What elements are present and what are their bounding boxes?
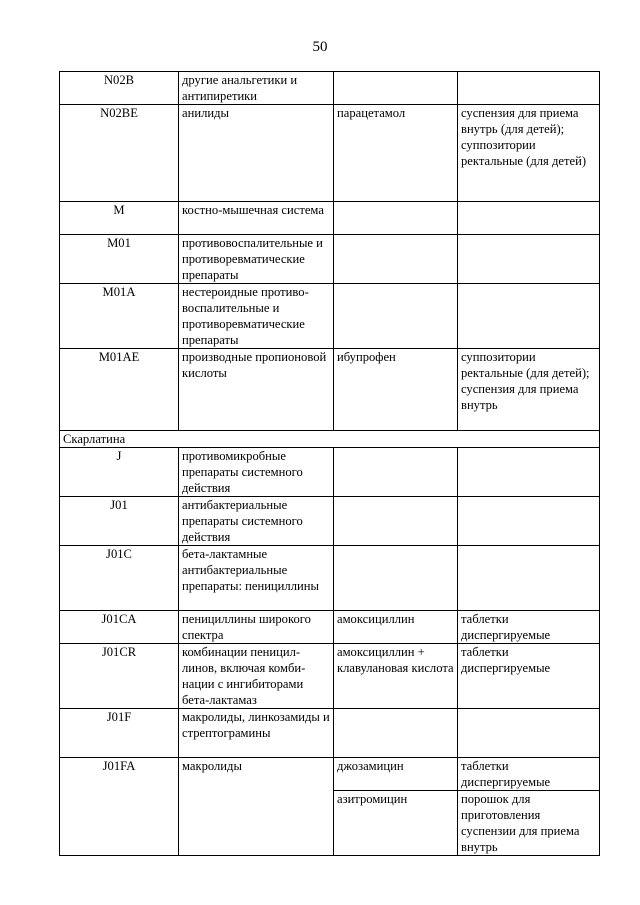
drug-name <box>334 235 458 284</box>
section-row <box>60 431 600 448</box>
table-row <box>60 644 600 709</box>
group-name: производные пропионовой кислоты <box>179 349 334 431</box>
atc-code: M01 <box>60 235 179 284</box>
dosage-form: порошок для приготовления суспензии для приема внутрь <box>458 791 600 856</box>
drug-name <box>334 72 458 105</box>
group-name: нестероидные противо-воспалительные и противоревматические препараты <box>179 284 334 349</box>
drug-table <box>59 71 600 856</box>
group-name: противовоспалительные и противоревматические препараты <box>179 235 334 284</box>
table-row <box>60 611 600 644</box>
group-name: анилиды <box>179 105 334 202</box>
group-name: макролиды, линкозамиды и стрептограмины <box>179 709 334 758</box>
table-row <box>60 202 600 235</box>
drug-name: азитромицин <box>334 791 458 856</box>
drug-name <box>334 709 458 758</box>
drug-name <box>334 546 458 611</box>
dosage-form: таблетки диспергируемые <box>458 611 600 644</box>
atc-code: J01CA <box>60 611 179 644</box>
table-row <box>60 546 600 611</box>
group-name: противомикробные препараты системного действия <box>179 448 334 497</box>
dosage-form: таблетки диспергируемые <box>458 758 600 791</box>
table-row <box>60 105 600 202</box>
group-name: макролиды <box>179 758 334 856</box>
table-row <box>60 709 600 758</box>
dosage-form <box>458 497 600 546</box>
group-name: комбинации пеницил-линов, включая комби-нации с ингибиторами бета-лактамаз <box>179 644 334 709</box>
drug-name <box>334 202 458 235</box>
dosage-form <box>458 546 600 611</box>
table-row <box>60 284 600 349</box>
drug-name <box>334 284 458 349</box>
table-row <box>60 349 600 431</box>
group-name: бета-лактамные антибактериальные препараты: пенициллины <box>179 546 334 611</box>
atc-code: M01A <box>60 284 179 349</box>
drug-name: ибупрофен <box>334 349 458 431</box>
dosage-form <box>458 284 600 349</box>
dosage-form <box>458 235 600 284</box>
group-name: костно-мышечная система <box>179 202 334 235</box>
table-row <box>60 497 600 546</box>
atc-code: N02BE <box>60 105 179 202</box>
table-row <box>60 235 600 284</box>
atc-code: J01FA <box>60 758 179 856</box>
group-name: другие анальгетики и антипиретики <box>179 72 334 105</box>
dosage-form <box>458 709 600 758</box>
dosage-form <box>458 448 600 497</box>
drug-name: амоксициллин + клавулановая кислота <box>334 644 458 709</box>
drug-name <box>334 448 458 497</box>
drug-name: парацетамол <box>334 105 458 202</box>
group-name: пенициллины широкого спектра <box>179 611 334 644</box>
dosage-form <box>458 202 600 235</box>
atc-code: J <box>60 448 179 497</box>
section-title: Скарлатина <box>60 431 600 448</box>
table-row <box>60 758 600 791</box>
dosage-form: суспензия для приема внутрь (для детей); суппозитории ректальные (для детей) <box>458 105 600 202</box>
atc-code: N02B <box>60 72 179 105</box>
drug-name <box>334 497 458 546</box>
dosage-form <box>458 72 600 105</box>
group-name: антибактериальные препараты системного действия <box>179 497 334 546</box>
dosage-form: суппозитории ректальные (для детей); суспензия для приема внутрь <box>458 349 600 431</box>
atc-code: J01CR <box>60 644 179 709</box>
table-row <box>60 448 600 497</box>
atc-code: J01C <box>60 546 179 611</box>
atc-code: J01 <box>60 497 179 546</box>
page-number: 50 <box>312 39 328 55</box>
atc-code: M01AE <box>60 349 179 431</box>
dosage-form: таблетки диспергируемые <box>458 644 600 709</box>
drug-name: джозамицин <box>334 758 458 791</box>
atc-code: J01F <box>60 709 179 758</box>
drug-name: амоксициллин <box>334 611 458 644</box>
atc-code: M <box>60 202 179 235</box>
table-row <box>60 72 600 105</box>
